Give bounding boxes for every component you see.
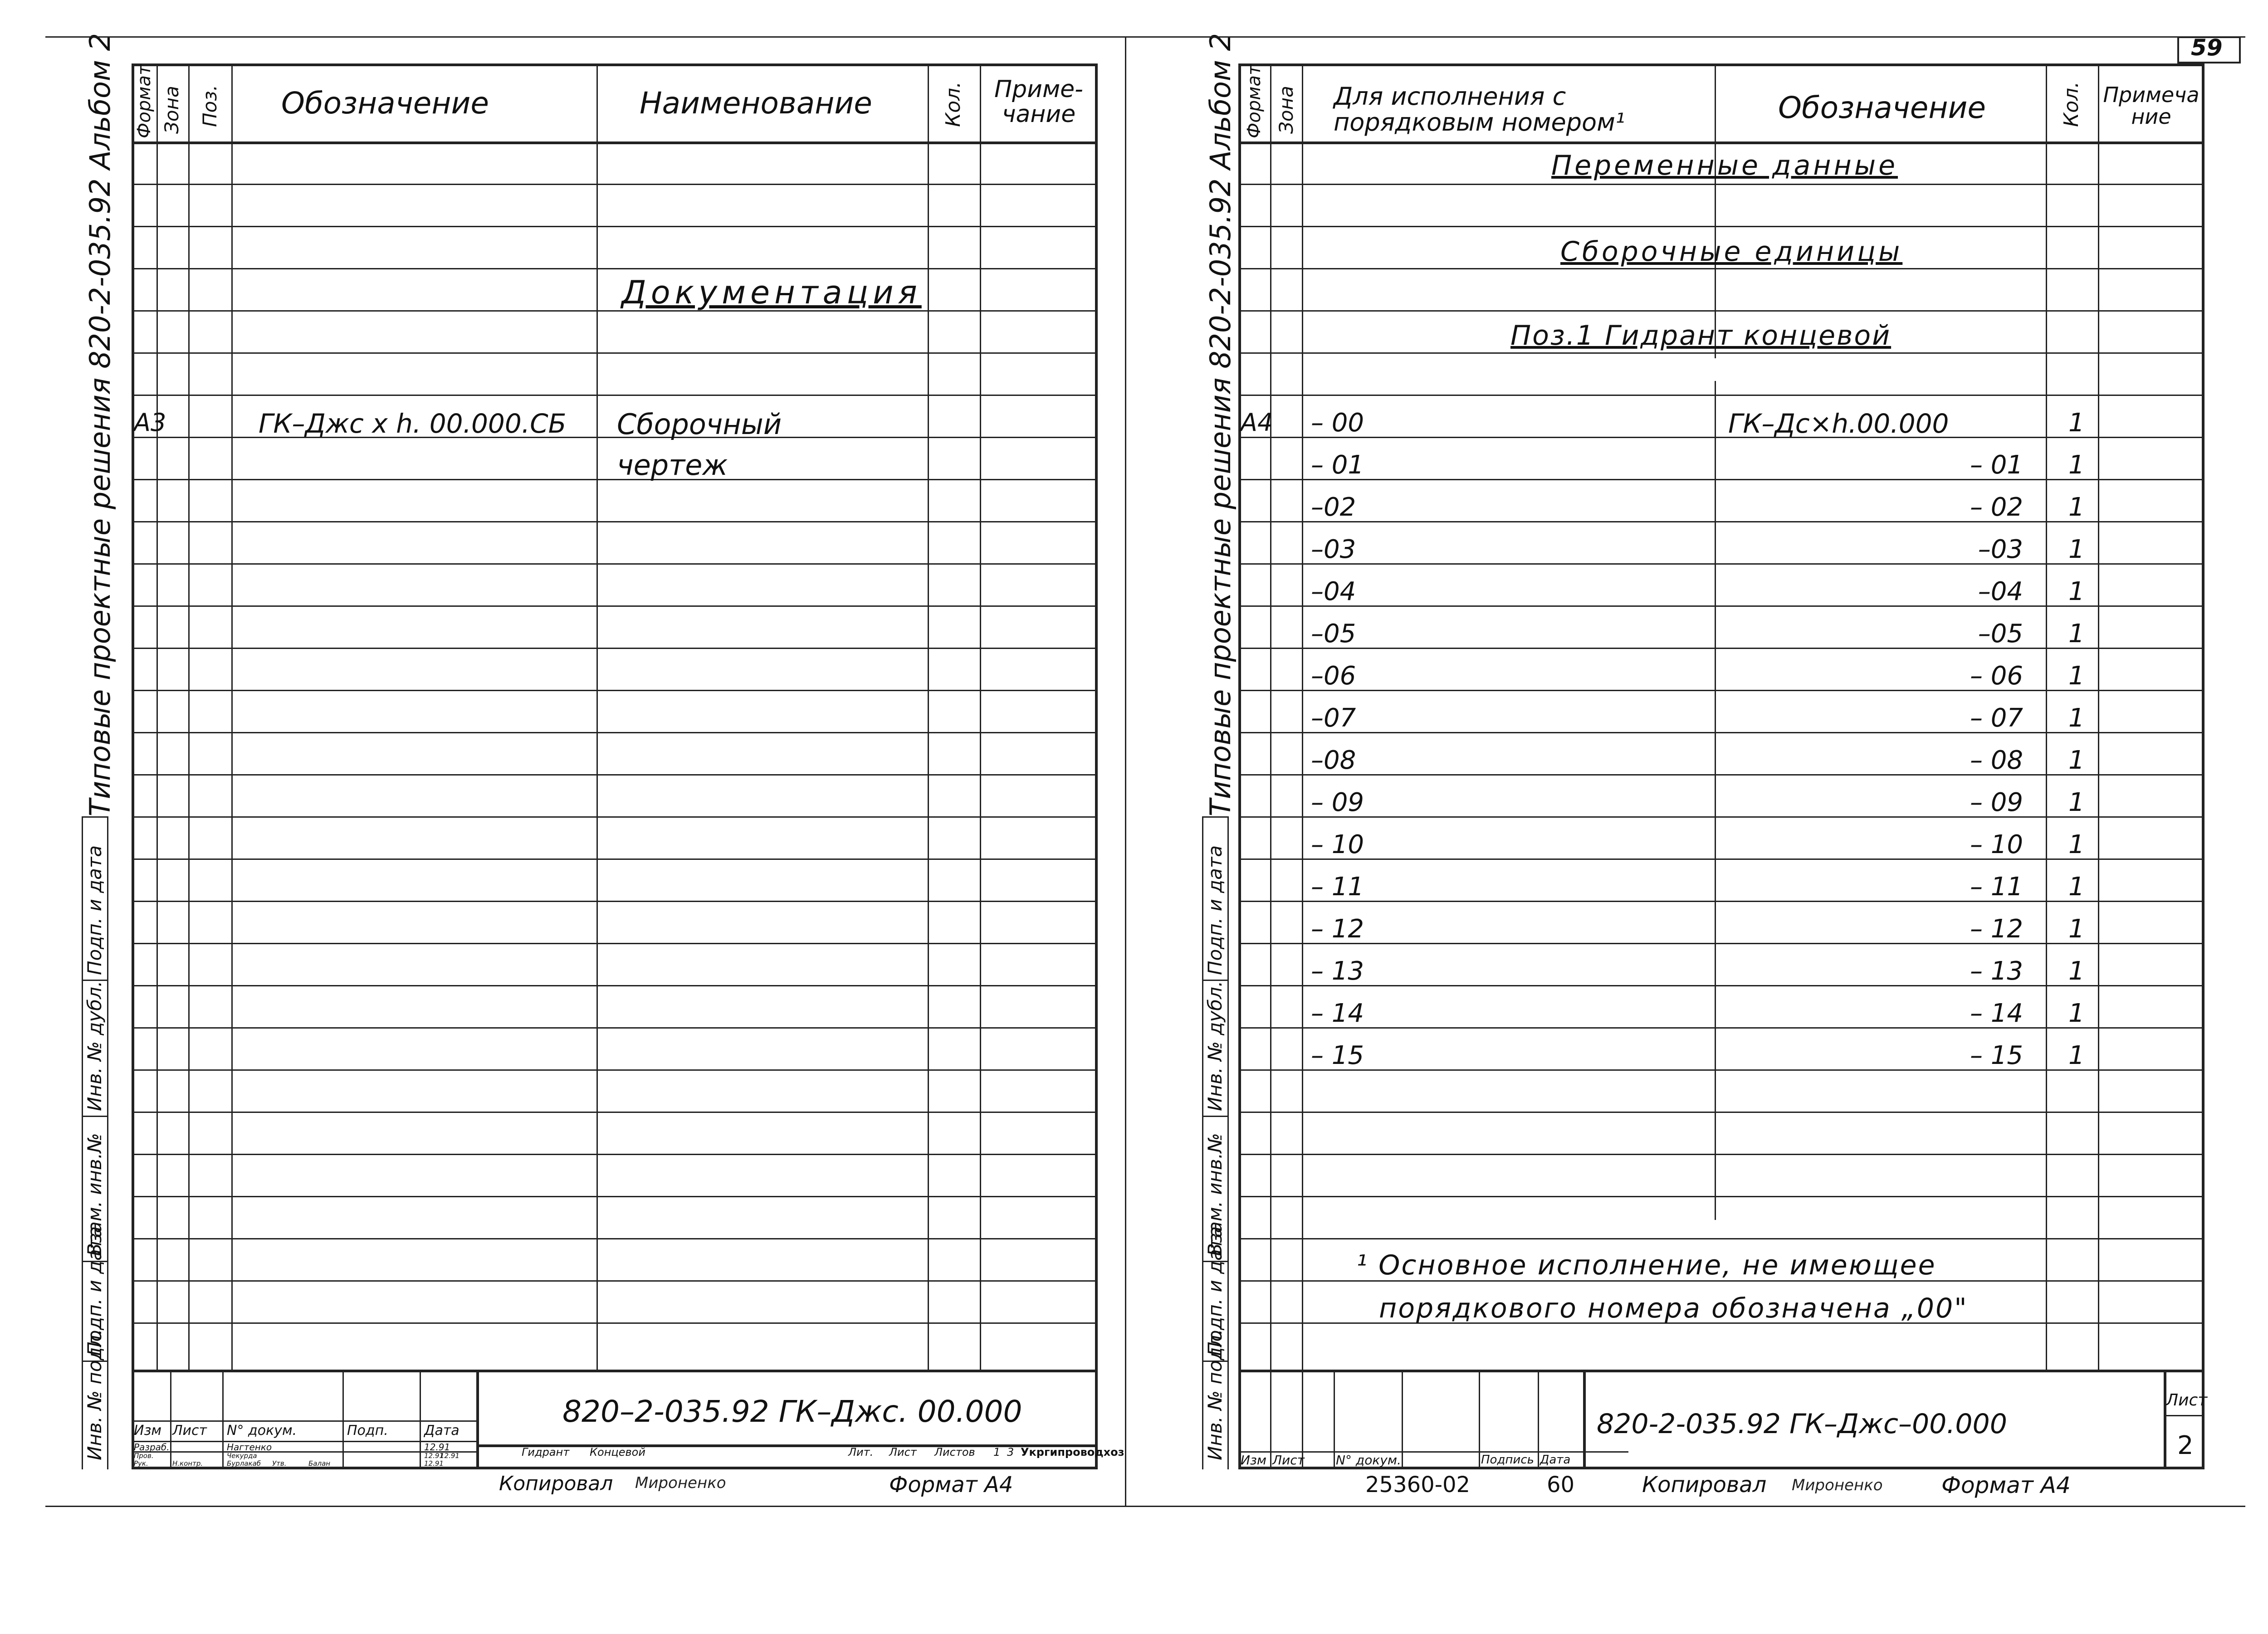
right-side-box-inv-dubl: Инв. № дубл. — [1204, 980, 1226, 1111]
left-stamp-title-1: Гидрант — [522, 1446, 570, 1458]
right-footer-copied: Копировал — [1642, 1472, 1767, 1497]
right-row-designation: – 07 — [1970, 703, 2023, 733]
right-row-designation: – 09 — [1970, 788, 2023, 817]
right-stamp-col-sign: Подпись — [1481, 1453, 1534, 1467]
right-row-variant: –07 — [1311, 703, 1356, 733]
right-side-album-label: Типовые проектные решения 820-2-035.92 Альбом 2 — [1204, 33, 1237, 816]
left-stamp-role-1: Пров. — [134, 1452, 154, 1460]
left-stamp-date-3: 12.91 — [424, 1459, 444, 1468]
right-stamp-sheet-value: 2 — [2177, 1431, 2194, 1460]
left-side-box-inv-podl: Инв. № подл. — [83, 1329, 106, 1460]
right-header-format: Формат — [1244, 64, 1265, 138]
left-stamp-role-4: Утв. — [272, 1459, 287, 1468]
right-side-box-podp-data-1: Подп. и дата — [1204, 1226, 1226, 1356]
left-footer-format: Формат А4 — [889, 1472, 1013, 1497]
right-row-qty: 1 — [2068, 408, 2085, 438]
left-stamp-person-4: Балан — [308, 1459, 331, 1468]
right-row-variant: – 11 — [1311, 872, 1364, 902]
left-footer-copied: Копировал — [499, 1472, 613, 1495]
right-row-qty: 1 — [2068, 703, 2085, 733]
left-row-name-1: Сборочный — [617, 408, 782, 441]
right-row-designation: – 02 — [1970, 493, 2023, 522]
right-row-variant: – 13 — [1311, 956, 1364, 986]
right-stamp-col-izm: Изм — [1241, 1453, 1266, 1468]
left-stamp-title-2: Концевой — [590, 1446, 645, 1458]
left-side-box-inv-dubl: Инв. № дубл. — [83, 980, 106, 1111]
left-row-designation: ГК–Джс х h. 00.000.СБ — [259, 408, 567, 439]
left-header-note: Приме-чание — [994, 76, 1083, 128]
left-stamp-role-2: Рук. — [134, 1459, 148, 1468]
right-row-designation: –05 — [1978, 619, 2023, 649]
right-row-designation: – 12 — [1970, 914, 2023, 944]
right-row-designation: – 01 — [1970, 450, 2023, 480]
right-row-variant: – 00 — [1311, 408, 1364, 438]
right-row-qty: 1 — [2068, 493, 2085, 522]
left-header-format: Формат — [134, 64, 155, 138]
right-row-variant: – 14 — [1311, 999, 1364, 1028]
left-stamp-sheets: Листов — [934, 1446, 975, 1458]
left-header-name: Наименование — [640, 86, 872, 121]
left-footer-copier-signature: Мироненко — [635, 1474, 726, 1492]
right-side-box-inv-podl: Инв. № подл. — [1204, 1329, 1226, 1460]
right-row-qty: 1 — [2068, 830, 2085, 859]
right-footer-copier-signature: Мироненко — [1792, 1476, 1883, 1494]
left-stamp-col-doc: N° докум. — [227, 1423, 297, 1439]
right-heading-variable: Переменные данные — [1551, 150, 1898, 181]
left-stamp-sheet: Лист — [889, 1446, 917, 1458]
left-stamp-code: 820–2-035.92 ГК–Джс. 00.000 — [562, 1394, 1022, 1429]
left-side-album-label: Типовые проектные решения 820-2-035.92 Альбом 2 — [83, 33, 117, 816]
right-row-designation: – 10 — [1970, 830, 2023, 859]
right-row-variant: – 01 — [1311, 450, 1364, 480]
left-row-name-2: чертеж — [617, 449, 728, 482]
right-side-box-podp-data-2: Подп. и дата — [1204, 845, 1226, 975]
right-stamp-code: 820-2-035.92 ГК–Джс–00.000 — [1597, 1408, 2007, 1440]
left-stamp-person-1: Чекурда — [227, 1452, 257, 1460]
left-frame — [132, 63, 1098, 1469]
left-header-designation: Обозначение — [281, 86, 489, 121]
right-row-designation: – 06 — [1970, 661, 2023, 691]
left-stamp-role-3: Н.контр. — [172, 1459, 203, 1468]
right-header-designation: Обозначение — [1778, 90, 1986, 125]
left-stamp-org: Укргипроводхоз — [1021, 1446, 1124, 1458]
right-row-qty: 1 — [2068, 450, 2085, 480]
right-row-variant: – 09 — [1311, 788, 1364, 817]
left-stamp-date-4: 12.91 — [440, 1452, 459, 1460]
right-stamp-col-doc: N° докум. — [1336, 1453, 1401, 1468]
left-side-box-podp-data-2: Подп. и дата — [83, 845, 106, 975]
right-side-box-vzam: Взам. инв.№ — [1204, 1133, 1226, 1256]
right-row-qty: 1 — [2068, 661, 2085, 691]
right-row-variant: –04 — [1311, 577, 1356, 606]
right-header-variant: Для исполнения с порядковым номером¹ — [1334, 82, 1625, 137]
left-stamp-col-list: Лист — [172, 1423, 207, 1439]
right-row-variant: – 15 — [1311, 1041, 1364, 1070]
right-row-variant: –03 — [1311, 535, 1356, 564]
left-stamp-sheets-value: 3 — [1007, 1446, 1014, 1458]
left-row-format: А3 — [134, 408, 166, 437]
right-row-variant: – 12 — [1311, 914, 1364, 944]
right-row-qty: 1 — [2068, 619, 2085, 649]
right-stamp-col-date: Дата — [1540, 1453, 1571, 1467]
right-heading-assembly: Сборочные единицы — [1560, 236, 1903, 268]
right-row-format: А4 — [1241, 408, 1273, 437]
left-stamp-top-line — [132, 1370, 1098, 1372]
left-stamp-date-1: 12.91 — [424, 1452, 444, 1460]
right-row-designation: – 14 — [1970, 999, 2023, 1028]
left-header-zone: Зона — [161, 86, 183, 134]
left-stamp-person-0: Нагтенко — [227, 1442, 272, 1453]
right-footer-number: 25360-02 — [1365, 1472, 1471, 1497]
left-side-box-podp-data-1: Подп. и дата — [83, 1226, 106, 1356]
page-center-rule — [1125, 36, 1126, 1506]
right-stamp-col-list: Лист — [1272, 1453, 1305, 1468]
right-row-variant: –02 — [1311, 493, 1356, 522]
left-stamp-lit: Лит. — [848, 1446, 874, 1458]
right-row-qty: 1 — [2068, 872, 2085, 902]
right-row-qty: 1 — [2068, 788, 2085, 817]
left-stamp-date-0: 12.91 — [424, 1442, 450, 1453]
left-stamp-col-date: Дата — [424, 1423, 459, 1439]
left-stamp-role-0: Разраб. — [134, 1442, 170, 1453]
right-page-number: 59 — [2191, 34, 2223, 61]
right-row-qty: 1 — [2068, 1041, 2085, 1070]
right-row-variant: –08 — [1311, 746, 1356, 775]
right-heading-item: Поз.1 Гидрант концевой — [1510, 320, 1892, 351]
right-header-zone: Зона — [1275, 86, 1297, 134]
right-header-note: Примечание — [2103, 83, 2200, 129]
right-row-designation: – 11 — [1970, 872, 2023, 902]
right-row-qty: 1 — [2068, 577, 2085, 606]
right-row-qty: 1 — [2068, 914, 2085, 944]
left-header-pos: Поз. — [199, 85, 221, 127]
right-row-qty: 1 — [2068, 956, 2085, 986]
page-top-rule — [45, 36, 2245, 38]
right-first-designation: ГК–Дс×h.00.000 — [1728, 408, 1949, 439]
right-footer-format: Формат А4 — [1941, 1472, 2071, 1498]
left-stamp-col-izm: Изм — [134, 1423, 162, 1439]
right-header-qty: Кол. — [2060, 81, 2083, 127]
page-bottom-rule — [45, 1506, 2245, 1507]
right-row-variant: – 10 — [1311, 830, 1364, 859]
right-row-designation: –04 — [1978, 577, 2023, 606]
right-footnote-1: ¹ Основное исполнение, не имеющее — [1356, 1249, 1936, 1281]
left-stamp-col-sign: Подп. — [347, 1423, 388, 1439]
right-row-variant: –05 — [1311, 619, 1356, 649]
left-header-qty: Кол. — [942, 81, 965, 127]
left-stamp-person-3: Бурлакаб — [227, 1459, 261, 1468]
right-row-designation: – 13 — [1970, 956, 2023, 986]
right-row-qty: 1 — [2068, 535, 2085, 564]
right-footer-page: 60 — [1547, 1472, 1575, 1497]
right-row-variant: –06 — [1311, 661, 1356, 691]
left-side-box-vzam: Взам. инв.№ — [83, 1133, 106, 1256]
right-row-designation: – 08 — [1970, 746, 2023, 775]
left-section-title: Документация — [621, 274, 922, 311]
right-row-qty: 1 — [2068, 999, 2085, 1028]
right-row-designation: –03 — [1978, 535, 2023, 564]
left-stamp-sheet-value: 1 — [993, 1446, 1001, 1458]
right-footnote-2: порядкового номера обозначена „00" — [1379, 1293, 1968, 1324]
right-row-designation: – 15 — [1970, 1041, 2023, 1070]
right-row-qty: 1 — [2068, 746, 2085, 775]
right-stamp-sheet-label: Лист — [2166, 1391, 2208, 1410]
